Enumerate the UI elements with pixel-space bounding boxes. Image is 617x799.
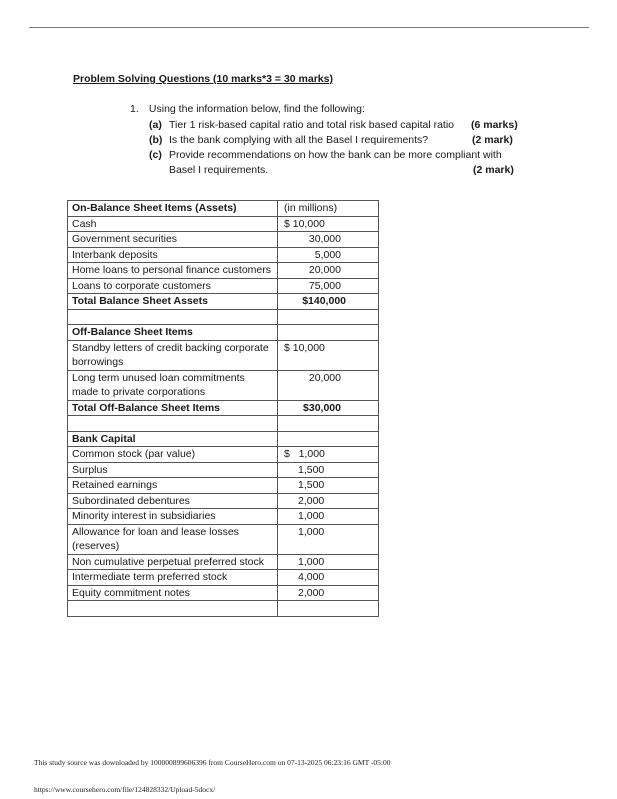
section-label: Bank Capital	[68, 431, 278, 447]
row-value: 1,000	[278, 509, 379, 525]
question-1	[130, 103, 365, 115]
row-value: 5,000	[278, 247, 379, 263]
row-label: Cash	[68, 216, 278, 232]
row-label: Minority interest in subsidiaries	[68, 509, 278, 525]
table-spacer-row	[68, 601, 379, 617]
total-label: Total Balance Sheet Assets	[68, 294, 278, 310]
row-value: 1,500	[278, 462, 379, 478]
table-row	[68, 493, 379, 509]
row-value: $ 10,000	[278, 216, 379, 232]
table-row	[68, 340, 379, 370]
row-label: Government securities	[68, 232, 278, 248]
row-label: Surplus	[68, 462, 278, 478]
question-part-c-continuation	[169, 164, 521, 176]
table-row	[68, 462, 379, 478]
part-marks: (2 mark)	[472, 134, 513, 146]
table-total-row	[68, 294, 379, 310]
question-text: Using the information below, find the following:	[148, 103, 365, 115]
table-header-label: On-Balance Sheet Items (Assets)	[68, 201, 278, 217]
row-value: $ 1,000	[278, 447, 379, 463]
table-row	[68, 447, 379, 463]
question-part-c	[149, 149, 521, 161]
row-label: Allowance for loan and lease losses (reserves)	[68, 524, 278, 554]
table-row	[68, 232, 379, 248]
row-value: 1,000	[278, 524, 379, 554]
question-part-a	[149, 119, 521, 131]
total-label: Total Off-Balance Sheet Items	[68, 400, 278, 416]
table-row	[68, 570, 379, 586]
row-value: 1,500	[278, 478, 379, 494]
row-label: Non cumulative perpetual preferred stock	[68, 554, 278, 570]
part-text: Tier 1 risk-based capital ratio and total risk based capital ratio	[169, 119, 454, 131]
row-label: Long term unused loan commitments made to private corporations	[68, 370, 278, 400]
table-row	[68, 247, 379, 263]
row-value: 20,000	[278, 263, 379, 279]
total-value: $30,000	[278, 400, 379, 416]
part-text: Basel I requirements.	[169, 164, 269, 176]
balance-sheet-table	[67, 200, 379, 617]
section-label: Off-Balance Sheet Items	[68, 325, 278, 341]
row-value: 2,000	[278, 493, 379, 509]
total-value: $140,000	[278, 294, 379, 310]
table-header-row	[68, 201, 379, 217]
part-letter: (c)	[149, 149, 162, 161]
source-url[interactable]: https://www.coursehero.com/file/124828332/Upload-5docx/	[34, 785, 216, 794]
table-row	[68, 216, 379, 232]
table-row	[68, 263, 379, 279]
part-text: Is the bank complying with all the Basel I requirements?	[169, 134, 429, 146]
part-letter: (a)	[149, 119, 162, 131]
table-total-row	[68, 400, 379, 416]
row-label: Subordinated debentures	[68, 493, 278, 509]
table-section-header	[68, 431, 379, 447]
row-value: $ 10,000	[278, 340, 379, 370]
row-label: Home loans to personal finance customers	[68, 263, 278, 279]
top-divider	[29, 27, 589, 28]
section-heading: Problem Solving Questions (10 marks*3 = 30 marks)	[73, 73, 333, 85]
row-label: Standby letters of credit backing corporate borrowings	[68, 340, 278, 370]
download-notice: This study source was downloaded by 100000899606396 from CourseHero.com on 07-13-2025 06:23:16 GMT -05:00	[34, 758, 391, 767]
table-row	[68, 278, 379, 294]
part-letter: (b)	[149, 134, 163, 146]
part-marks: (2 mark)	[473, 164, 514, 176]
table-spacer-row	[68, 416, 379, 432]
table-row	[68, 478, 379, 494]
row-label: Common stock (par value)	[68, 447, 278, 463]
table-row	[68, 524, 379, 554]
row-label: Interbank deposits	[68, 247, 278, 263]
row-value: 30,000	[278, 232, 379, 248]
question-part-b	[149, 134, 521, 146]
question-number: 1.	[130, 103, 139, 115]
table-row	[68, 554, 379, 570]
table-header-unit: (in millions)	[278, 201, 379, 217]
row-label: Retained earnings	[68, 478, 278, 494]
table-row	[68, 585, 379, 601]
row-label: Loans to corporate customers	[68, 278, 278, 294]
row-value: 20,000	[278, 370, 379, 400]
row-value: 75,000	[278, 278, 379, 294]
table-section-header	[68, 325, 379, 341]
part-marks: (6 marks)	[471, 119, 518, 131]
part-text: Provide recommendations on how the bank can be more compliant with	[169, 149, 502, 161]
table-row	[68, 370, 379, 400]
table-row	[68, 509, 379, 525]
row-value: 4,000	[278, 570, 379, 586]
row-value: 2,000	[278, 585, 379, 601]
table-spacer-row	[68, 309, 379, 325]
row-label: Equity commitment notes	[68, 585, 278, 601]
row-value: 1,000	[278, 554, 379, 570]
row-label: Intermediate term preferred stock	[68, 570, 278, 586]
